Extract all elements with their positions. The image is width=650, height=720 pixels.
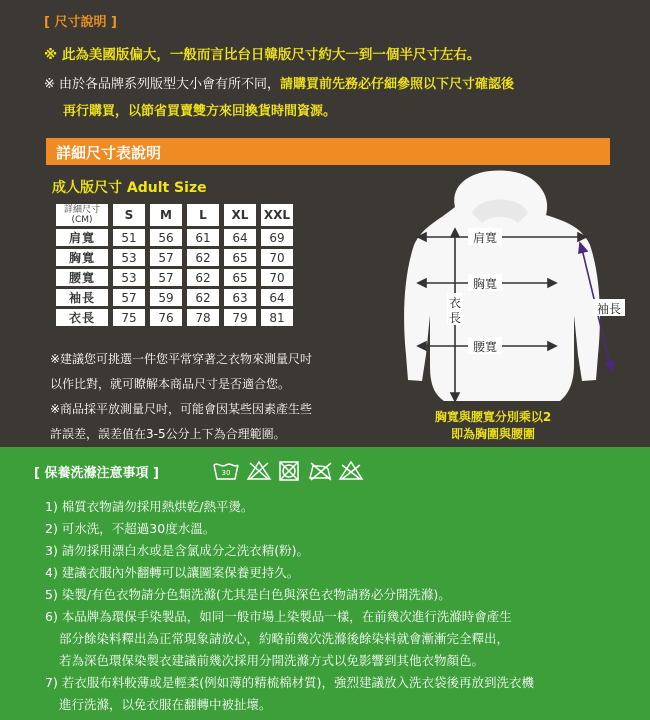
size-col-header: S: [113, 204, 145, 226]
care-item-6: 6) 本品牌為環保手染製品，如同一般市場上染製品一樣，在前幾次進行洗滌時會產生: [45, 609, 512, 624]
table-cell: 51: [113, 229, 145, 246]
table-cell: 81: [261, 309, 293, 326]
waist-label: 腰寬: [472, 340, 498, 354]
table-cell: 63: [224, 289, 256, 306]
length-label-top: 衣: [448, 296, 462, 310]
table-row: [56, 229, 293, 246]
table-cell: 76: [150, 309, 182, 326]
care-item-4: 4) 建議衣服內外翻轉可以讓圖案保養更持久。: [45, 565, 300, 580]
table-cell: 61: [187, 229, 219, 246]
table-cell: 57: [150, 269, 182, 286]
measure-note-1b: 以作比對，就可瞭解本商品尺寸是否適合您。: [50, 377, 291, 391]
no-chlorine-icon: [340, 462, 362, 479]
care-item-3: 3) 請勿採用漂白水或是含氯成分之洗衣精(粉)。: [45, 543, 310, 558]
care-item-7-cont: 進行洗滌，以免衣服在翻轉中被扯壞。: [59, 697, 272, 712]
diagram-caption-2: 即為胸圍與腰圍: [450, 427, 535, 441]
length-label-bottom: 長: [448, 311, 462, 325]
table-cell: 69: [261, 229, 293, 246]
size-table-corner-line1: 詳細尺寸: [63, 205, 100, 215]
table-cell: 57: [150, 249, 182, 266]
care-item-7: 7) 若衣服布料較薄或是輕柔(例如薄的精梳棉材質)，強烈建議放入洗衣袋後再放到洗衣機: [45, 675, 535, 690]
table-row: [56, 249, 293, 266]
row-label: 衣長: [56, 309, 108, 326]
table-cell: 70: [261, 269, 293, 286]
table-cell: 64: [261, 289, 293, 306]
diagram-caption-1: 胸寬與腰寬分別乘以2: [434, 410, 552, 424]
table-row: [56, 269, 293, 286]
table-row: [56, 309, 293, 326]
row-label: 袖長: [56, 289, 108, 306]
table-cell: 56: [150, 229, 182, 246]
care-item-5: 5) 染製/有色衣物請分色類洗滌(尤其是白色與深色衣物請務必分開洗滌)。: [45, 587, 451, 602]
row-label: 肩寬: [56, 229, 108, 246]
table-cell: 53: [113, 269, 145, 286]
table-cell: 75: [113, 309, 145, 326]
no-bleach-icon: [248, 462, 270, 479]
size-table-corner: [56, 204, 108, 226]
size-advice-line-2: 再行購買，以節省買賣雙方來回換貨時間資源。: [63, 104, 337, 119]
table-cell: 62: [187, 249, 219, 266]
table-cell: 59: [150, 289, 182, 306]
care-item-1: 1) 棉質衣物請勿採用熱烘乾/熱平燙。: [45, 499, 254, 514]
table-cell: 57: [113, 289, 145, 306]
size-advice-line: [44, 73, 514, 92]
row-label: 腰寬: [56, 269, 108, 286]
hoodie-diagram: [360, 165, 650, 415]
size-table: [51, 201, 298, 329]
size-info-title: [ 尺寸說明 ]: [44, 15, 117, 30]
measure-note-2b: 許誤差，誤差值在3-5公分上下為合理範圍。: [50, 427, 286, 441]
size-col-header: XXL: [261, 204, 293, 226]
arrow-head: [606, 361, 614, 371]
size-col-header: XL: [224, 204, 256, 226]
table-cell: 64: [224, 229, 256, 246]
size-table-title: 成人版尺寸 Adult Size: [52, 180, 207, 196]
no-iron-icon: [310, 463, 331, 480]
size-chart-banner-label: 詳細尺寸表說明: [56, 144, 162, 162]
size-table-header-row: [56, 204, 293, 226]
size-col-header: L: [187, 204, 219, 226]
sleeve-label: 袖長: [596, 302, 622, 316]
care-icons: [212, 459, 372, 483]
shoulder-label: 肩寬: [472, 231, 498, 245]
table-cell: 78: [187, 309, 219, 326]
table-cell: 65: [224, 249, 256, 266]
size-warning-line: ※ 此為美國版偏大，一般而言比台日韓版尺寸約大一到一個半尺寸左右。: [44, 47, 481, 63]
table-cell: 62: [187, 289, 219, 306]
size-advice-yellow: 請購買前先務必仔細參照以下尺寸確認後: [280, 77, 515, 92]
table-cell: 65: [224, 269, 256, 286]
no-tumble-dry-icon: [280, 462, 298, 480]
care-title: [ 保養洗滌注意事項 ]: [34, 466, 159, 481]
table-row: [56, 289, 293, 306]
table-cell: 53: [113, 249, 145, 266]
row-label: 胸寬: [56, 249, 108, 266]
care-item-6-cont-2: 若為深色環保染製衣建議前幾次採用分開洗滌方式以免影響到其他衣物顏色。: [59, 653, 485, 668]
table-cell: 62: [187, 269, 219, 286]
care-item-6-cont-1: 部分餘染料釋出為正常現象請放心，約略前幾次洗滌後餘染料就會漸漸完全釋出，: [59, 631, 510, 646]
wash-temp-label: 30: [221, 469, 231, 477]
size-col-header: M: [150, 204, 182, 226]
table-cell: 70: [261, 249, 293, 266]
chest-label: 胸寬: [472, 277, 498, 291]
measure-note-1a: ※建議您可挑選一件您平常穿著之衣物來測量尺吋: [50, 352, 313, 366]
size-advice-white: ※ 由於各品牌系列版型大小會有所不同，: [44, 77, 281, 92]
size-chart-banner: [46, 138, 610, 165]
care-item-2: 2) 可水洗，不超過30度水溫。: [45, 521, 216, 536]
table-cell: 79: [224, 309, 256, 326]
size-table-corner-line2: (CM): [71, 215, 93, 225]
measure-note-2a: ※商品採平放測量尺吋，可能會因某些因素產生些: [50, 402, 313, 416]
